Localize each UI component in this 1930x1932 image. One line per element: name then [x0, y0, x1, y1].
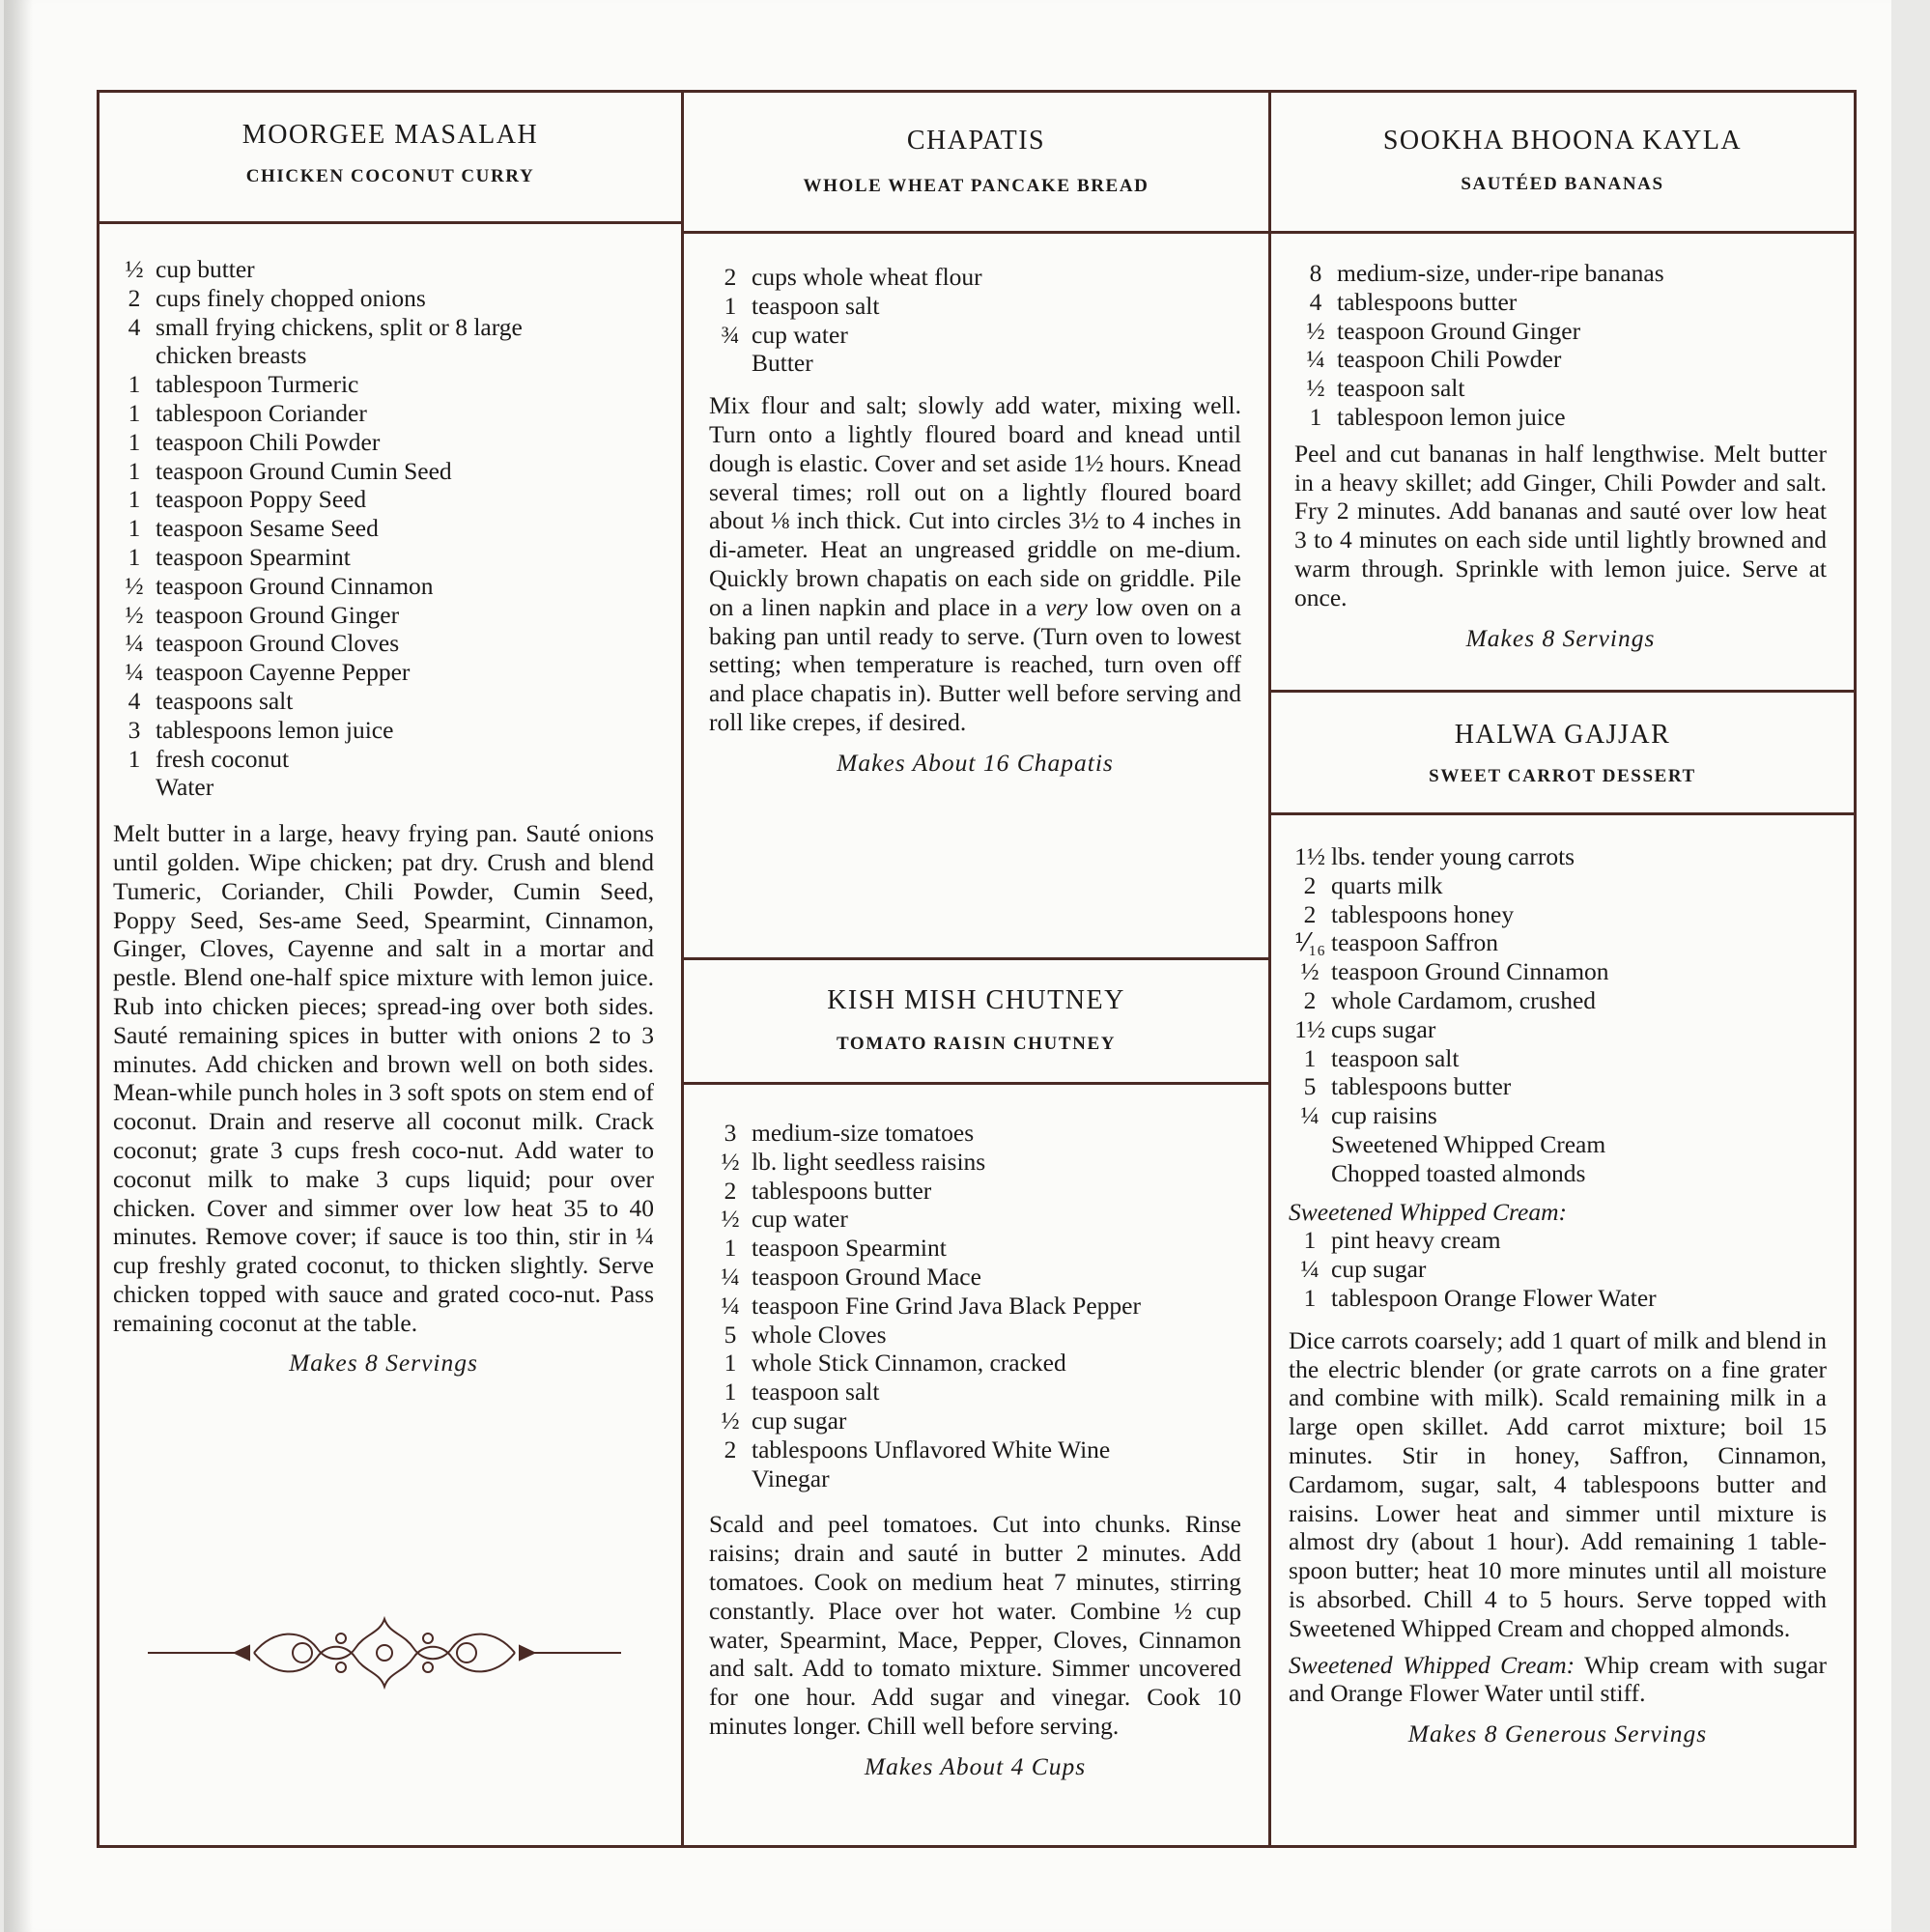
ingredient-list [709, 263, 1241, 378]
column-moorgee [99, 93, 681, 1845]
ingredient-quantity: 1 [128, 744, 141, 773]
ingredient-text: small frying chickens, split or 8 large [156, 312, 523, 341]
ingredient-text: whole Stick Cinnamon, cracked [752, 1349, 1066, 1378]
ingredient-text: teaspoon salt [1331, 1043, 1460, 1072]
ingredient-item [1289, 1015, 1827, 1044]
ingredient-item [113, 543, 654, 572]
ingredient-item [1294, 317, 1827, 346]
recipe-grid-frame [97, 90, 1857, 1848]
ingredient-quantity: 2 [724, 1435, 737, 1463]
ingredient-quantity: 5 [724, 1320, 737, 1349]
ingredient-text: tablespoon Turmeric [156, 370, 359, 399]
ingredient-text: tablespoons butter [1331, 1072, 1512, 1101]
ingredient-text: teaspoon Ground Cloves [156, 629, 400, 658]
ingredient-text: cup sugar [1331, 1255, 1427, 1284]
ingredient-text: teaspoon salt [752, 1378, 880, 1406]
ingredient-item [113, 629, 654, 658]
ingredient-list [1294, 259, 1827, 432]
ingredient-quantity: 1 [1303, 1283, 1317, 1312]
ingredient-item [709, 1263, 1241, 1292]
ingredient-text: fresh coconut [156, 744, 290, 773]
recipe-subtitle: SWEET CARROT DESSERT [1429, 766, 1696, 786]
ingredient-quantity: 3 [724, 1119, 737, 1147]
ingredient-list [113, 255, 654, 802]
ingredient-item [709, 1435, 1241, 1464]
ingredient-quantity: 8 [1309, 259, 1322, 287]
ingredient-quantity: 2 [128, 283, 141, 312]
ingredient-quantity: 2 [1303, 985, 1317, 1014]
recipe-body-chapatis [684, 263, 1268, 778]
ingredient-text: Chopped toasted almonds [1331, 1158, 1586, 1187]
method-text-emphasis: very [1044, 592, 1088, 621]
ingredient-text: teaspoon Fine Grind Java Black Pepper [752, 1291, 1141, 1320]
recipe-method: Dice carrots coarsely; add 1 quart of milk and blend in the electric blender (or grate carrots on a fine grater and combine with milk). Scald remaining milk in a large open skillet. Add carrot mixture; boil 15 minutes. Stir in honey, Saffron, Cinnamon, Cardamom, sugar, salt, 4 tablespoons butter and raisins. Lower heat and simmer until mixture is almost dry (about 1 hour). Add remaining 1 table-spoon butter; heat 10 more minutes until all moisture is absorbed. Chill 4 to 5 hours. Serve topped with Sweetened Whipped Cream and chopped almonds. [1289, 1325, 1827, 1642]
ingredient-item [1294, 374, 1827, 403]
recipe-subtitle: CHICKEN COCONUT CURRY [245, 166, 535, 186]
ingredient-item [709, 1234, 1241, 1263]
recipe-body-moorgee [99, 255, 681, 1378]
ingredient-quantity: ½ [1306, 374, 1325, 403]
ingredient-text: medium-size tomatoes [752, 1119, 975, 1147]
ingredient-item [1294, 288, 1827, 317]
method-text-post: low oven on a baking pan until ready to serve. (Turn oven to lowest setting; when temperature is reached, turn oven off and place chapatis in). Butter well before serving and roll like crepes, if desired. [709, 592, 1241, 736]
ingredient-text: tablespoons honey [1331, 899, 1515, 928]
ingredient-item [709, 263, 1241, 292]
ingredient-quantity: ¼ [1300, 1255, 1320, 1284]
ingredient-quantity [1289, 1159, 1331, 1188]
ingredient-item [1289, 842, 1827, 871]
ingredient-quantity: 2 [724, 1176, 737, 1205]
ingredient-text: teaspoon Spearmint [752, 1234, 947, 1263]
ingredient-quantity: 1 [1309, 402, 1322, 431]
ingredient-text: teaspoon Ground Ginger [156, 600, 400, 629]
ingredient-text: Vinegar [752, 1463, 830, 1492]
ingredient-item [1289, 1101, 1827, 1130]
ingredient-quantity: 1 [1303, 1226, 1317, 1255]
recipe-body-kishmish [684, 1119, 1268, 1781]
ingredient-text: tablespoon lemon juice [1337, 402, 1566, 431]
ingredient-text: whole Cloves [752, 1320, 887, 1349]
ingredient-quantity [709, 349, 752, 378]
ingredient-text: tablespoons Unflavored White Wine [752, 1435, 1111, 1463]
ingredient-item [709, 321, 1241, 350]
ingredient-item [709, 1292, 1241, 1321]
ingredient-text: teaspoons salt [156, 686, 294, 715]
ingredient-text: Sweetened Whipped Cream [1331, 1129, 1606, 1158]
recipe-yield: Makes 8 Servings [1465, 623, 1656, 652]
ingredient-quantity: 1 [724, 1378, 737, 1406]
ingredient-quantity: 4 [128, 686, 141, 715]
ingredient-quantity: ¼ [125, 629, 144, 658]
ingredient-quantity: ½ [721, 1406, 740, 1435]
ingredient-quantity: ¼ [1300, 1101, 1320, 1130]
ingredient-item [113, 572, 654, 601]
ingredient-quantity: 1 [128, 398, 141, 427]
ingredient-quantity [709, 1464, 752, 1493]
recipe-subtitle: SAUTÉED BANANAS [1461, 174, 1664, 194]
ingredient-item [709, 1406, 1241, 1435]
recipe-header-sookha [1271, 93, 1854, 234]
recipe-header-moorgee [99, 93, 681, 224]
ingredient-text: lbs. tender young carrots [1331, 842, 1575, 870]
ingredient-item [1294, 403, 1827, 432]
ingredient-quantity: 1½ [1294, 842, 1325, 870]
recipe-title: KISH MISH CHUTNEY [827, 985, 1125, 1015]
ingredient-text: Butter [752, 349, 813, 378]
ingredient-quantity: 3 [128, 715, 141, 744]
ingredient-item [113, 514, 654, 543]
recipe-subtitle: TOMATO RAISIN CHUTNEY [836, 1034, 1117, 1054]
ingredient-item [113, 716, 654, 745]
ingredient-text: teaspoon Spearmint [156, 542, 351, 571]
ingredient-quantity: 1 [128, 370, 141, 399]
ingredient-quantity: ½ [721, 1205, 740, 1234]
ingredient-quantity [113, 773, 156, 802]
recipe-subtitle: WHOLE WHEAT PANCAKE BREAD [803, 176, 1149, 196]
ingredient-item [113, 601, 654, 630]
ingredient-quantity: 1½ [1294, 1014, 1325, 1043]
ingredient-item [709, 1119, 1241, 1148]
ingredient-quantity: 2 [724, 263, 737, 291]
ingredient-item [1289, 1159, 1827, 1188]
ingredient-quantity: ¼ [721, 1291, 740, 1320]
recipe-method: Scald and peel tomatoes. Cut into chunks. Rinse raisins; drain and sauté in butter 2 minutes. Add tomatoes. Cook on medium heat 7 minutes, stirring constantly. Place over hot water. Combine ½ cup water, Spearmint, Mace, Pepper, Cloves, Cinnamon and salt. Add to tomato mixture. Simmer uncovered for one hour. Add sugar and vinegar. Cook 10 minutes longer. Chill well before serving. [709, 1510, 1241, 1740]
recipe-method: Melt butter in a large, heavy frying pan. Sauté onions until golden. Wipe chicken; pat dry. Crush and blend Tumeric, Coriander, Chili Powder, Cumin Seed, Poppy Seed, Ses-ame Seed, Spearmint, Cinnamon, Ginger, Cloves, Cayenne and salt in a mortar and pestle. Blend one-half spice mixture with lemon juice. Rub into chicken pieces; spread-ing over both sides. Sauté remaining spices in butter with onions 2 to 3 minutes. Add chicken and brown well on both sides. Mean-while punch holes in 3 soft spots on stem end of coconut. Drain and reserve all coconut milk. Crack coconut; grate 3 cups fresh coco-nut. Add water to coconut milk to make 3 cups liquid; pour over chicken. Cover and simmer over low heat 35 to 40 minutes. Remove cover; if sauce is too thin, stir in ¼ cup freshly grated coconut, to thicken slightly. Serve chicken topped with sauce and grated coco-nut. Pass remaining coconut at the table. [113, 819, 654, 1337]
recipe-yield: Makes About 16 Chapatis [837, 748, 1114, 777]
ingredient-text: tablespoon Coriander [156, 398, 367, 427]
ingredient-item [1289, 1072, 1827, 1101]
ingredient-item [113, 341, 654, 370]
ingredient-quantity [1289, 1130, 1331, 1159]
ingredient-text: teaspoon Ground Mace [752, 1262, 981, 1291]
ingredient-item [1289, 928, 1827, 957]
ingredient-item [709, 1321, 1241, 1350]
ingredient-quantity: 1 [1303, 1043, 1317, 1072]
ingredient-quantity: ½ [1300, 957, 1320, 986]
method-text-pre: Mix flour and salt; slowly add water, mixing well. Turn onto a lightly floured board and knead until dough is elastic. Cover and set aside 1½ hours. Knead several times; roll out on a lightly floured board about ⅛ inch thick. Cut into circles 3½ to 4 inches in di-ameter. Heat an ungreased griddle on me-dium. Quickly brown chapatis on each side on griddle. Pile on a linen napkin and place in a [709, 391, 1241, 621]
ingredient-text: lb. light seedless raisins [752, 1147, 986, 1176]
ingredient-item [113, 745, 654, 774]
ingredient-quantity: ¼ [721, 1262, 740, 1291]
ingredient-text: cup raisins [1331, 1101, 1437, 1130]
ingredient-text: Water [156, 773, 214, 802]
ingredient-quantity: 5 [1303, 1072, 1317, 1101]
cream-method-label: Sweetened Whipped Cream: [1289, 1650, 1575, 1679]
ingredient-item [1289, 986, 1827, 1015]
ingredient-item [113, 485, 654, 514]
recipe-yield: Makes About 4 Cups [864, 1751, 1087, 1780]
ingredient-text: teaspoon Cayenne Pepper [156, 658, 411, 687]
recipe-title: HALWA GAJJAR [1454, 720, 1671, 750]
ingredient-item [113, 399, 654, 428]
ingredient-text: cup sugar [752, 1406, 847, 1435]
ingredient-item [113, 428, 654, 457]
ingredient-item [709, 1205, 1241, 1234]
ingredient-item [113, 658, 654, 687]
ingredient-item [113, 284, 654, 313]
ingredient-item [113, 457, 654, 486]
recipe-page [4, 0, 1891, 1932]
ingredient-item [113, 313, 654, 342]
ingredient-item [1289, 957, 1827, 986]
ingredient-text: teaspoon Saffron [1331, 928, 1499, 957]
ingredient-quantity: ½ [1306, 316, 1325, 345]
ingredient-quantity: ⅟₁₆ [1293, 928, 1326, 957]
ingredient-item [709, 1148, 1241, 1177]
ingredient-quantity: ½ [721, 1147, 740, 1176]
ingredient-item [1289, 900, 1827, 929]
ingredient-text: teaspoon Poppy Seed [156, 485, 367, 514]
cream-ingredient-list [1289, 1226, 1827, 1312]
ingredient-quantity [113, 341, 156, 370]
ingredient-text: pint heavy cream [1331, 1226, 1501, 1255]
ingredient-item [1289, 1255, 1827, 1284]
ingredient-text: teaspoon Chili Powder [1337, 345, 1562, 374]
page-spine-shadow [4, 0, 33, 1932]
cream-subheading: Sweetened Whipped Cream: [1289, 1197, 1567, 1226]
ingredient-text: cup water [752, 1205, 848, 1234]
ingredient-quantity: ½ [125, 600, 144, 629]
ingredient-item [1289, 871, 1827, 900]
ingredient-item [1289, 1044, 1827, 1073]
ingredient-item [113, 370, 654, 399]
recipe-header-kishmish [684, 957, 1268, 1085]
ingredient-item [709, 292, 1241, 321]
ingredient-text: tablespoons lemon juice [156, 715, 394, 744]
recipe-header-chapatis [684, 93, 1268, 234]
ingredient-quantity: 1 [128, 485, 141, 514]
ingredient-text: teaspoon salt [1337, 374, 1465, 403]
recipe-title: SOOKHA BHOONA KAYLA [1382, 126, 1743, 156]
ingredient-text: cups whole wheat flour [752, 263, 982, 291]
recipe-body-sookha [1271, 259, 1854, 653]
ingredient-item [113, 255, 654, 284]
recipe-header-halwa [1271, 690, 1854, 815]
ingredient-quantity: 1 [724, 291, 737, 320]
ingredient-item [1289, 1226, 1827, 1255]
ingredient-item [113, 773, 654, 802]
ingredient-item [1289, 1130, 1827, 1159]
ingredient-text: whole Cardamom, crushed [1331, 985, 1597, 1014]
ingredient-quantity: ½ [125, 255, 144, 283]
ingredient-text: teaspoon Sesame Seed [156, 514, 379, 543]
ingredient-quantity: 1 [128, 427, 141, 456]
ingredient-text: tablespoons butter [752, 1176, 932, 1205]
ingredient-quantity: ¼ [1306, 345, 1325, 374]
ingredient-item [709, 1177, 1241, 1206]
ingredient-text: cups finely chopped onions [156, 283, 426, 312]
ingredient-quantity: 2 [1303, 899, 1317, 928]
ingredient-item [113, 687, 654, 716]
recipe-title: CHAPATIS [906, 126, 1046, 156]
ingredient-text: teaspoon salt [752, 291, 880, 320]
ingredient-item [1289, 1284, 1827, 1313]
cream-method-text: Whip cream with sugar and Orange Flower Water until stiff. [1289, 1650, 1827, 1708]
ingredient-quantity: 4 [1309, 287, 1322, 316]
ingredient-list [1289, 842, 1827, 1188]
column-chapatis-chutney [681, 93, 1268, 1845]
ingredient-quantity: 1 [128, 456, 141, 485]
recipe-title: MOORGEE MASALAH [241, 120, 539, 150]
ingredient-text: medium-size, under-ripe bananas [1337, 259, 1664, 287]
ingredient-item [1294, 345, 1827, 374]
recipe-method [709, 391, 1241, 737]
ingredient-item [709, 1464, 1241, 1493]
ingredient-quantity: 1 [128, 542, 141, 571]
cream-method [1289, 1651, 1827, 1709]
ingredient-text: tablespoon Orange Flower Water [1331, 1283, 1657, 1312]
ingredient-text: teaspoon Ground Ginger [1337, 316, 1581, 345]
ingredient-text: cup butter [156, 255, 255, 283]
recipe-yield: Makes 8 Generous Servings [1407, 1719, 1708, 1748]
ingredient-text: teaspoon Ground Cumin Seed [156, 456, 452, 485]
ingredient-text: teaspoon Ground Cinnamon [156, 571, 434, 600]
ingredient-list [709, 1119, 1241, 1492]
ingredient-quantity: ¾ [721, 320, 740, 349]
recipe-method: Peel and cut bananas in half lengthwise. Melt butter in a heavy skillet; add Ginger, Chili Powder and salt. Fry 2 minutes. Add bananas and sauté over low heat 3 to 4 minutes on each side until lightly browned and warm through. Sprinkle with lemon juice. Serve at once. [1294, 439, 1827, 611]
ornament-flourish-icon [148, 1609, 621, 1696]
ingredient-text: quarts milk [1331, 870, 1443, 899]
ingredient-text: teaspoon Ground Cinnamon [1331, 957, 1609, 986]
ingredient-quantity: 4 [128, 312, 141, 341]
ingredient-quantity: 1 [724, 1349, 737, 1378]
ingredient-item [709, 1378, 1241, 1406]
ingredient-item [709, 349, 1241, 378]
ingredient-item [709, 1349, 1241, 1378]
ingredient-text: cup water [752, 320, 848, 349]
ingredient-text: chicken breasts [156, 341, 307, 370]
recipe-body-halwa [1271, 842, 1854, 1748]
ingredient-quantity: 2 [1303, 870, 1317, 899]
ingredient-quantity: ¼ [125, 658, 144, 687]
ingredient-item [1294, 259, 1827, 288]
ingredient-text: teaspoon Chili Powder [156, 427, 381, 456]
ingredient-quantity: 1 [724, 1234, 737, 1263]
recipe-yield: Makes 8 Servings [289, 1349, 478, 1378]
ingredient-text: tablespoons butter [1337, 287, 1518, 316]
ingredient-quantity: ½ [125, 571, 144, 600]
column-bananas-carrot [1268, 93, 1854, 1845]
ingredient-text: cups sugar [1331, 1014, 1436, 1043]
ingredient-quantity: 1 [128, 514, 141, 543]
